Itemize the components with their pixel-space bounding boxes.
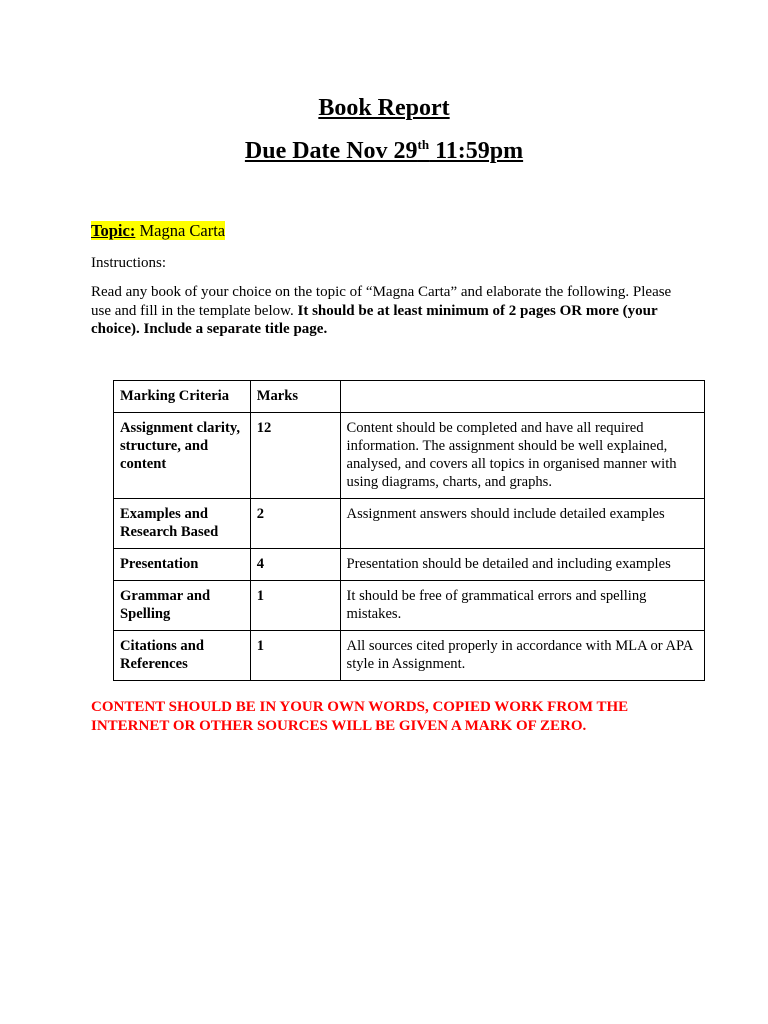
criteria-cell: Presentation [114,549,251,581]
criteria-cell: Grammar and Spelling [114,581,251,631]
marks-cell: 1 [250,631,340,681]
marks-cell: 4 [250,549,340,581]
due-date-time: 11:59pm [429,138,524,164]
instructions-text [91,283,691,339]
marks-cell: 12 [250,413,340,499]
header-marks: Marks [250,381,340,413]
topic-line [91,221,225,241]
table-row [114,413,705,499]
plagiarism-warning: CONTENT SHOULD BE IN YOUR OWN WORDS, COPIED WORK FROM THE INTERNET OR OTHER SOURCES WILL BE GIVEN A MARK OF ZERO. [91,699,629,734]
header-description [340,381,704,413]
due-date-heading [0,139,768,163]
marking-rubric-table [113,380,705,681]
table-row [114,631,705,681]
criteria-cell: Examples and Research Based [114,499,251,549]
due-date-superscript: th [417,137,430,152]
criteria-cell: Citations and References [114,631,251,681]
table-header-row [114,381,705,413]
description-cell: Presentation should be detailed and including examples [340,549,704,581]
table-row [114,499,705,549]
instructions-label: Instructions: [91,255,166,271]
description-cell: It should be free of grammatical errors and spelling mistakes. [340,581,704,631]
description-cell: Content should be completed and have all required information. The assignment should be well explained, analysed, and covers all topics in organised manner with using diagrams, charts, and graphs. [340,413,704,499]
marks-cell: 1 [250,581,340,631]
instructions-bold: It should be at least minimum of 2 pages OR more (your choice). Include a separate title page. [91,302,658,338]
title-text: Book Report [318,95,450,121]
marks-cell: 2 [250,499,340,549]
due-date-prefix: Due Date Nov 29 [244,138,418,164]
topic-highlight [91,221,225,240]
document-title [0,96,768,120]
table-row [114,549,705,581]
topic-value: Magna Carta [135,221,226,240]
criteria-cell: Assignment clarity, structure, and content [114,413,251,499]
description-cell: Assignment answers should include detailed examples [340,499,704,549]
header-criteria: Marking Criteria [114,381,251,413]
description-cell: All sources cited properly in accordance with MLA or APA style in Assignment. [340,631,704,681]
topic-label: Topic: [91,221,136,240]
instructions-plain: Read any book of your choice on the topic of “Magna Carta” and elaborate the following. Please use and fill in the template below. [91,284,672,319]
table-row [114,581,705,631]
